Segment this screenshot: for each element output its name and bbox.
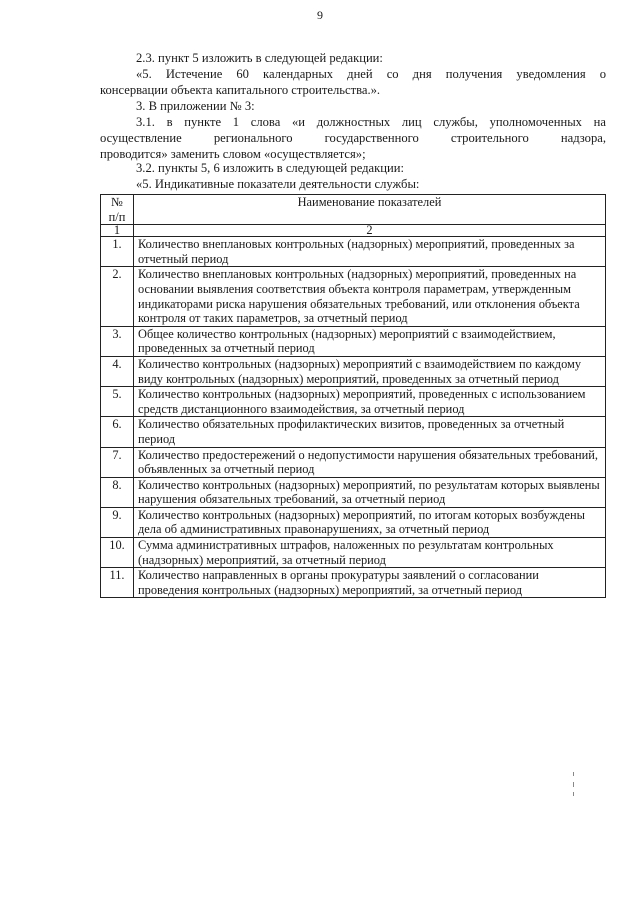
scan-mark: [573, 792, 574, 796]
row-number: 4.: [101, 356, 134, 386]
paragraph-2-3: 2.3. пункт 5 изложить в следующей редакции:: [136, 51, 383, 65]
row-number: 5.: [101, 387, 134, 417]
row-text: Общее количество контрольных (надзорных) мероприятий с взаимодействием, проведенных за отчетный период: [134, 326, 606, 356]
column-number-row: [101, 225, 606, 237]
table-row: [101, 267, 606, 326]
row-number: 7.: [101, 447, 134, 477]
row-number: 9.: [101, 507, 134, 537]
table-row: [101, 356, 606, 386]
table-row: [101, 387, 606, 417]
row-number: 2.: [101, 267, 134, 326]
column-number-1: 1: [101, 225, 134, 237]
column-number-2: 2: [134, 225, 606, 237]
table-header-row: [101, 195, 606, 225]
row-text: Количество обязательных профилактических визитов, проведенных за отчетный период: [134, 417, 606, 447]
row-number: 6.: [101, 417, 134, 447]
row-number: 1.: [101, 237, 134, 267]
scan-mark: [573, 782, 574, 787]
table-caption: «5. Индикативные показатели деятельности службы:: [136, 177, 420, 191]
row-text: Количество контрольных (надзорных) мероприятий, проведенных с использованием средств дистанционного взаимодействия, за отчетный период: [134, 387, 606, 417]
table-row: [101, 477, 606, 507]
row-number: 8.: [101, 477, 134, 507]
paragraph-3: 3. В приложении № 3:: [136, 99, 255, 113]
header-name: Наименование показателей: [134, 195, 606, 225]
paragraph-3-1-line2: осуществление регионального государственного строительного надзора,: [100, 131, 606, 145]
row-text: Количество внеплановых контрольных (надзорных) мероприятий, проведенных на основании выявления соответствия объекта контроля параметрам, утвержденным индикаторами риска нарушения обязательных требований, или отклонения объекта контроля от таких параметров, за отчетный период: [134, 267, 606, 326]
paragraph-3-1-line1: 3.1. в пункте 1 слова «и должностных лиц службы, уполномоченных на: [136, 115, 606, 129]
page-number: 9: [317, 8, 323, 22]
table-row: [101, 507, 606, 537]
quote-item-5-line1: «5. Истечение 60 календарных дней со дня получения уведомления о: [136, 67, 606, 81]
quote-item-5-line2: консервации объекта капитального строительства.».: [100, 83, 381, 97]
scan-mark: [573, 772, 574, 776]
paragraph-3-2: 3.2. пункты 5, 6 изложить в следующей редакции:: [136, 161, 404, 175]
row-number: 3.: [101, 326, 134, 356]
row-text: Сумма административных штрафов, наложенных по результатам контрольных (надзорных) мероприятий, за отчетный период: [134, 538, 606, 568]
row-text: Количество предостережений о недопустимости нарушения обязательных требований, объявленных за отчетный период: [134, 447, 606, 477]
indicators-table: [100, 194, 606, 598]
row-number: 11.: [101, 568, 134, 598]
row-text: Количество направленных в органы прокуратуры заявлений о согласовании проведения контрольных (надзорных) мероприятий, за отчетный период: [134, 568, 606, 598]
table-row: [101, 538, 606, 568]
table-row: [101, 326, 606, 356]
table-row: [101, 417, 606, 447]
header-number: № п/п: [101, 195, 134, 225]
row-text: Количество контрольных (надзорных) мероприятий с взаимодействием по каждому виду контрольных (надзорных) мероприятий, проведенных за отчетный период: [134, 356, 606, 386]
row-number: 10.: [101, 538, 134, 568]
paragraph-3-1-line3: проводится» заменить словом «осуществляется»;: [100, 147, 366, 161]
table-row: [101, 447, 606, 477]
table-row: [101, 568, 606, 598]
row-text: Количество контрольных (надзорных) мероприятий, по результатам которых выявлены нарушения обязательных требований, за отчетный период: [134, 477, 606, 507]
row-text: Количество контрольных (надзорных) мероприятий, по итогам которых возбуждены дела об административных правонарушениях, за отчетный период: [134, 507, 606, 537]
row-text: Количество внеплановых контрольных (надзорных) мероприятий, проведенных за отчетный период: [134, 237, 606, 267]
table-row: [101, 237, 606, 267]
